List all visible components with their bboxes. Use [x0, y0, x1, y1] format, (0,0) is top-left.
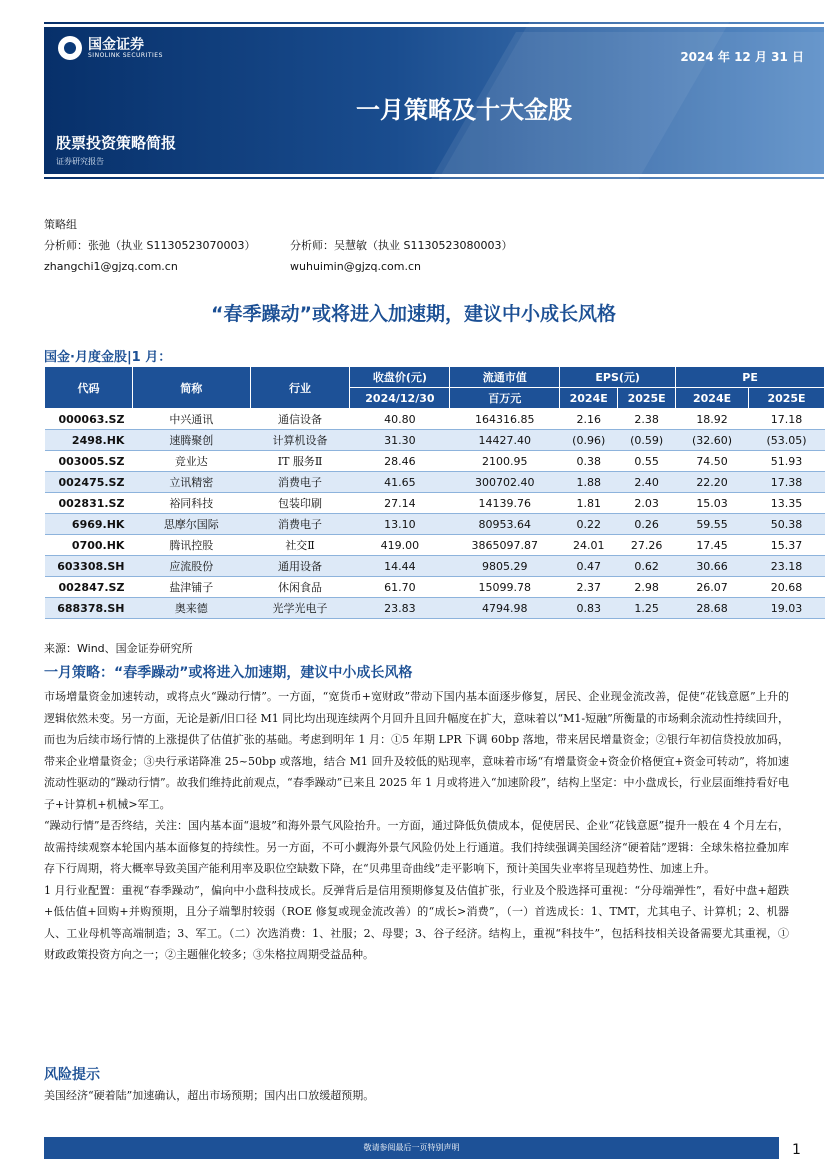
- risk-body: [44, 1085, 789, 1107]
- cell-pe25: 20.68: [749, 577, 825, 598]
- cell-industry: 光学光电子: [250, 598, 350, 619]
- cell-name: 裕同科技: [132, 493, 250, 514]
- col-subheader-pe-2024: 2024E: [676, 388, 749, 409]
- cell-eps25: 2.03: [618, 493, 676, 514]
- report-banner: [44, 22, 824, 179]
- cell-code: 688378.SH: [45, 598, 133, 619]
- cell-eps24: 0.47: [560, 556, 618, 577]
- cell-cap: 9805.29: [450, 556, 560, 577]
- report-type: 证券研究报告: [56, 157, 104, 166]
- analyst-block: [44, 214, 512, 277]
- cell-code: 2498.HK: [45, 430, 133, 451]
- cell-pe24: 15.03: [676, 493, 749, 514]
- cell-cap: 14139.76: [450, 493, 560, 514]
- cell-pe24: 18.92: [676, 409, 749, 430]
- cell-close: 61.70: [350, 577, 450, 598]
- paragraph: 1 月行业配置：重视“春季躁动”，偏向中小盘科技成长。反弹背后是信用预期修复及估值扩张，行业及个股选择可重视：“分母端弹性”，看好中盘+超跌+低估值+回购+并购预期，且分子端掣肘较弱（ROE 修复或现金流改善）的“成长>消费”，（一）首选成长：1、TMT，尤其电子、计算机；2、机器人、工业母机等高端制造；3、军工。（二）次选消费：1、社服；2、母婴；3、谷子经济。结构上，重视“科技牛”，包括科技相关设备需要尤其重视，①财政政策投资方向之一；②主题催化较多；③朱格拉周期受益品种。: [44, 883, 789, 961]
- cell-industry: 通用设备: [250, 556, 350, 577]
- cell-code: 003005.SZ: [45, 451, 133, 472]
- cell-pe24: 74.50: [676, 451, 749, 472]
- cell-pe24: 59.55: [676, 514, 749, 535]
- cell-pe25: (53.05): [749, 430, 825, 451]
- cell-industry: 社交Ⅱ: [250, 535, 350, 556]
- cell-industry: 包装印刷: [250, 493, 350, 514]
- col-subheader-close-date: 2024/12/30: [350, 388, 450, 409]
- cell-pe24: 17.45: [676, 535, 749, 556]
- cell-eps25: 0.55: [618, 451, 676, 472]
- cell-close: 41.65: [350, 472, 450, 493]
- section-title-strategy: 一月策略：“春季躁动”或将进入加速期，建议中小成长风格: [44, 665, 413, 681]
- cell-pe24: 30.66: [676, 556, 749, 577]
- cell-name: 奥来德: [132, 598, 250, 619]
- report-headline: “春季躁动”或将进入加速期，建议中小成长风格: [211, 303, 616, 325]
- col-header-close: 收盘价(元): [350, 367, 450, 388]
- cell-industry: 计算机设备: [250, 430, 350, 451]
- cell-close: 23.83: [350, 598, 450, 619]
- cell-eps25: 1.25: [618, 598, 676, 619]
- cell-industry: 休闲食品: [250, 577, 350, 598]
- analyst-2-name: 分析师：吴慧敏（执业 S1130523080003）: [290, 239, 513, 252]
- cell-eps25: 27.26: [618, 535, 676, 556]
- analyst-group: 策略组: [44, 218, 77, 231]
- table-row: [45, 598, 825, 619]
- cell-cap: 14427.40: [450, 430, 560, 451]
- cell-close: 28.46: [350, 451, 450, 472]
- col-subheader-eps-2025: 2025E: [618, 388, 676, 409]
- cell-name: 速腾聚创: [132, 430, 250, 451]
- cell-eps25: 2.98: [618, 577, 676, 598]
- cell-eps24: 24.01: [560, 535, 618, 556]
- report-title: 一月策略及十大金股: [356, 96, 572, 124]
- table-row: [45, 409, 825, 430]
- company-logo: [58, 36, 163, 60]
- cell-eps25: 2.40: [618, 472, 676, 493]
- col-subheader-cap-unit: 百万元: [450, 388, 560, 409]
- analyst-2-email[interactable]: wuhuimin@gjzq.com.cn: [290, 260, 422, 273]
- col-subheader-eps-2024: 2024E: [560, 388, 618, 409]
- footer-bar: 敬请参阅最后一页特别声明: [44, 1137, 779, 1159]
- cell-eps24: 1.88: [560, 472, 618, 493]
- cell-name: 腾讯控股: [132, 535, 250, 556]
- risk-text: 美国经济“硬着陆”加速确认，超出市场预期；国内出口放缓超预期。: [44, 1089, 375, 1102]
- cell-eps24: 2.16: [560, 409, 618, 430]
- cell-industry: 通信设备: [250, 409, 350, 430]
- cell-code: 002475.SZ: [45, 472, 133, 493]
- cell-pe25: 17.38: [749, 472, 825, 493]
- cell-close: 13.10: [350, 514, 450, 535]
- table-label: 国金·月度金股|1 月：: [44, 350, 172, 365]
- cell-close: 14.44: [350, 556, 450, 577]
- cell-code: 6969.HK: [45, 514, 133, 535]
- table-row: [45, 430, 825, 451]
- cell-eps24: 0.38: [560, 451, 618, 472]
- cell-industry: 消费电子: [250, 472, 350, 493]
- cell-pe25: 17.18: [749, 409, 825, 430]
- analyst-1-name: 分析师：张弛（执业 S1130523070003）: [44, 239, 256, 252]
- banner-stripe: [44, 174, 824, 177]
- cell-industry: 消费电子: [250, 514, 350, 535]
- cell-close: 27.14: [350, 493, 450, 514]
- cell-eps24: (0.96): [560, 430, 618, 451]
- cell-cap: 3865097.87: [450, 535, 560, 556]
- golden-stocks-table: [44, 366, 825, 619]
- cell-code: 000063.SZ: [45, 409, 133, 430]
- cell-pe24: 26.07: [676, 577, 749, 598]
- cell-eps24: 1.81: [560, 493, 618, 514]
- analyst-1-email[interactable]: zhangchi1@gjzq.com.cn: [44, 260, 178, 273]
- col-header-industry: 行业: [250, 367, 350, 409]
- cell-pe24: 22.20: [676, 472, 749, 493]
- cell-pe24: (32.60): [676, 430, 749, 451]
- cell-name: 中兴通讯: [132, 409, 250, 430]
- table-row: [45, 514, 825, 535]
- cell-code: 603308.SH: [45, 556, 133, 577]
- cell-name: 应流股份: [132, 556, 250, 577]
- cell-cap: 15099.78: [450, 577, 560, 598]
- cell-pe25: 19.03: [749, 598, 825, 619]
- col-header-eps: EPS(元): [560, 367, 676, 388]
- cell-cap: 300702.40: [450, 472, 560, 493]
- cell-close: 31.30: [350, 430, 450, 451]
- cell-close: 40.80: [350, 409, 450, 430]
- cell-eps24: 0.22: [560, 514, 618, 535]
- cell-name: 盐津铺子: [132, 577, 250, 598]
- page-number: 1: [792, 1142, 801, 1158]
- cell-eps24: 0.83: [560, 598, 618, 619]
- cell-code: 0700.HK: [45, 535, 133, 556]
- cell-name: 竞业达: [132, 451, 250, 472]
- col-header-code: 代码: [45, 367, 133, 409]
- paragraph: 市场增量资金加速转动，或将点火“躁动行情”。一方面，“宽货币+宽财政”带动下国内基本面逐步修复，居民、企业现金流改善，促使“花钱意愿”上升的逻辑依然未变。另一方面，无论是新/旧口径 M1 同比均出现连续两个月回升且回升幅度在扩大，意味着以“M1-短融”所衡量的市场剩余流动性持续回升，而也为后续市场行情的上涨提供了估值扩张的基础。考虑到明年 1 月：①5 年期 LPR 下调 60bp 落地，带来居民增量资金；②银行年初信贷投放加码，带来企业增量资金；③央行承诺降准 25~50bp 或落地，结合 M1 回升及较低的贴现率，意味着市场“有增量资金+资金价格便宜+资金可转动”，将加速流动性驱动的“躁动行情”。故我们维持此前观点，“春季躁动”已来且 2025 年 1 月或将进入“加速阶段”，结构上坚定：中小盘成长，行业层面维持看好电子+计算机+机械>军工。: [44, 690, 789, 811]
- logo-text-cn: 国金证券: [88, 36, 144, 53]
- cell-pe24: 28.68: [676, 598, 749, 619]
- table-row: [45, 493, 825, 514]
- cell-pe25: 23.18: [749, 556, 825, 577]
- report-date: 2024 年 12 月 31 日: [680, 50, 804, 64]
- cell-eps25: 0.26: [618, 514, 676, 535]
- table-row: [45, 451, 825, 472]
- cell-name: 思摩尔国际: [132, 514, 250, 535]
- logo-text-en: SINOLINK SECURITIES: [88, 51, 163, 59]
- table-row: [45, 535, 825, 556]
- table-source: 来源：Wind、国金证券研究所: [44, 642, 193, 655]
- cell-cap: 80953.64: [450, 514, 560, 535]
- report-subtitle: 股票投资策略简报: [56, 134, 177, 152]
- cell-eps25: (0.59): [618, 430, 676, 451]
- col-subheader-pe-2025: 2025E: [749, 388, 825, 409]
- cell-close: 419.00: [350, 535, 450, 556]
- cell-pe25: 50.38: [749, 514, 825, 535]
- cell-pe25: 51.93: [749, 451, 825, 472]
- table-row: [45, 556, 825, 577]
- cell-industry: IT 服务Ⅱ: [250, 451, 350, 472]
- banner-stripe: [44, 24, 824, 27]
- col-header-cap: 流通市值: [450, 367, 560, 388]
- col-header-pe: PE: [676, 367, 825, 388]
- cell-pe25: 13.35: [749, 493, 825, 514]
- cell-eps25: 0.62: [618, 556, 676, 577]
- cell-code: 002831.SZ: [45, 493, 133, 514]
- table-row: [45, 577, 825, 598]
- table-row: [45, 472, 825, 493]
- cell-eps25: 2.38: [618, 409, 676, 430]
- cell-cap: 164316.85: [450, 409, 560, 430]
- cell-name: 立讯精密: [132, 472, 250, 493]
- paragraph: “躁动行情”是否终结，关注：国内基本面“退坡”和海外景气风险抬升。一方面，通过降低负债成本，促使居民、企业“花钱意愿”提升一般在 4 个月左右，故需持续观察本轮国内基本面修复的持续性。另一方面，不可小觑海外景气风险仍处上行通道。我们持续强调美国经济“硬着陆”逻辑：全球朱格拉叠加库存下行周期，将大概率导致美国产能利用率及职位空缺数下降，在“贝弗里奇曲线”走平影响下，预计美国失业率将呈现趋势性、加速上升。: [44, 819, 789, 875]
- cell-pe25: 15.37: [749, 535, 825, 556]
- cell-cap: 4794.98: [450, 598, 560, 619]
- col-header-name: 简称: [132, 367, 250, 409]
- strategy-body: [44, 686, 789, 966]
- cell-cap: 2100.95: [450, 451, 560, 472]
- cell-code: 002847.SZ: [45, 577, 133, 598]
- cell-eps24: 2.37: [560, 577, 618, 598]
- logo-icon: [58, 36, 82, 60]
- section-title-risk: 风险提示: [44, 1067, 100, 1083]
